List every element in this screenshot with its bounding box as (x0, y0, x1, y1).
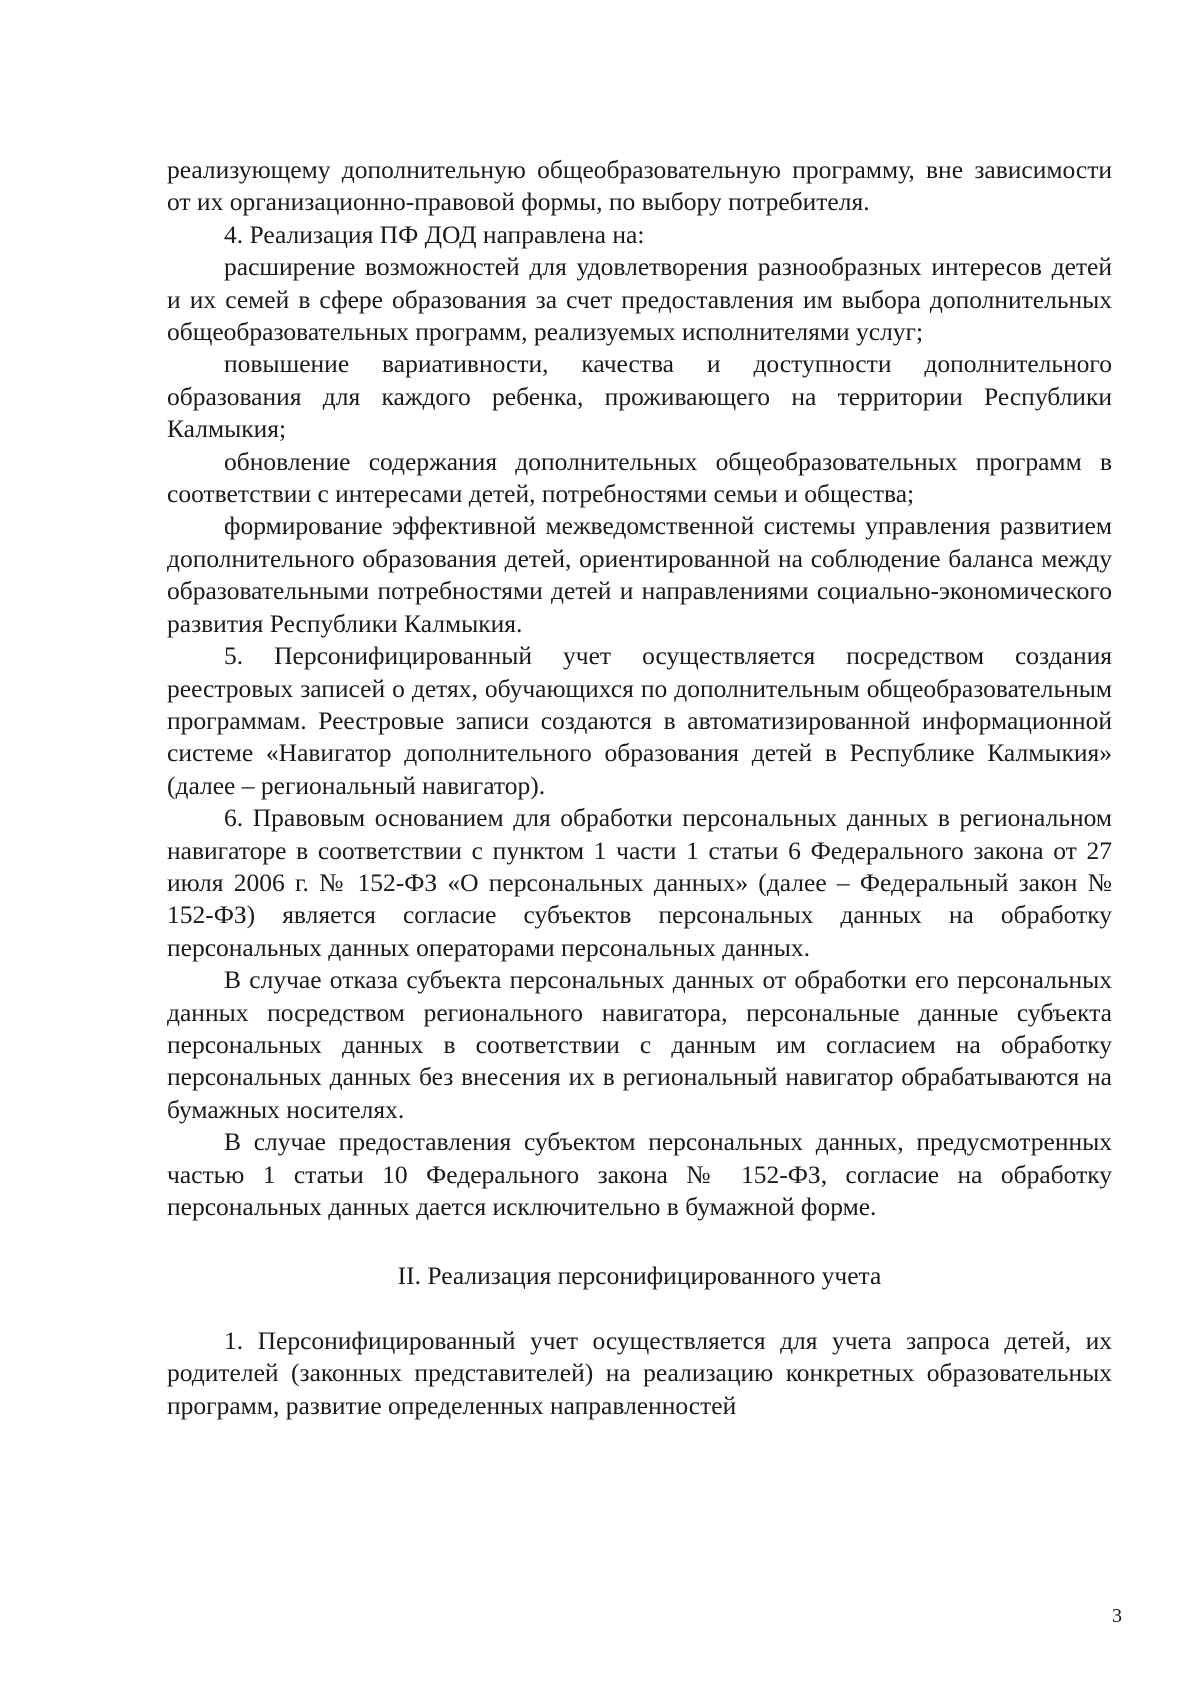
page-number: 3 (1112, 1605, 1122, 1627)
paragraph-continuation: реализующему дополнительную общеобразовательную программу, вне зависимости от их организационно-правовой формы, по выбору потребителя. (167, 155, 1112, 217)
paragraph-item-6: 6. Правовым основанием для обработки персональных данных в региональном навигаторе в соответствии с пунктом 1 части 1 статьи 6 Федерального закона от 27 июля 2006 г. № 152-ФЗ «О персональных данных» (далее – Федеральный закон № 152-ФЗ) является согласие субъектов персональных данных на обработку персональных данных операторами персональных данных. (167, 803, 1112, 962)
paragraph-goal-3: обновление содержания дополнительных общеобразовательных программ в соответствии с интересами детей, потребностями семьи и общества; (167, 446, 1112, 509)
paragraph-goal-4: формирование эффективной межведомственной системы управления развитием дополнительного образования детей, ориентированной на соблюдение баланса между образовательными потребностями детей и направлениями социально-экономического развития Республики Калмыкия. (167, 511, 1112, 638)
document-body (167, 154, 1112, 1422)
section-heading: II. Реализация персонифицированного учета (397, 1261, 882, 1291)
paragraph-goal-2: повышение вариативности, качества и доступности дополнительного образования для каждого ребенка, проживающего на территории Республики Калмыкия; (167, 349, 1112, 444)
paragraph-item-5: 5. Персонифицированный учет осуществляется посредством создания реестровых записей о детях, обучающихся по дополнительным общеобразовательным программам. Реестровые записи создаются в автоматизированной информационной системе «Навигатор дополнительного образования детей в Республике Калмыкия» (далее – региональный навигатор). (167, 641, 1112, 800)
paragraph-goal-1: расширение возможностей для удовлетворения разнообразных интересов детей и их семей в сфере образования за счет предоставления им выбора дополнительных общеобразовательных программ, реализуемых исполнителями услуг; (167, 252, 1112, 347)
paragraph-refusal: В случае отказа субъекта персональных данных от обработки его персональных данных посредством регионального навигатора, персональные данные субъекта персональных данных в соответствии с данным им согласием на обработку персональных данных без внесения их в региональный навигатор обрабатываются на бумажных носителях. (167, 965, 1112, 1124)
paragraph-paper-consent: В случае предоставления субъектом персональных данных, предусмотренных частью 1 статьи 10 Федерального закона № 152-ФЗ, согласие на обработку персональных данных дается исключительно в бумажной форме. (167, 1127, 1112, 1221)
paragraph-item-4: 4. Реализация ПФ ДОД направлена на: (224, 219, 645, 249)
paragraph-section2-item-1: 1. Персонифицированный учет осуществляется для учета запроса детей, их родителей (законных представителей) на реализацию конкретных образовательных программ, развитие определенных направленностей (167, 1325, 1112, 1420)
